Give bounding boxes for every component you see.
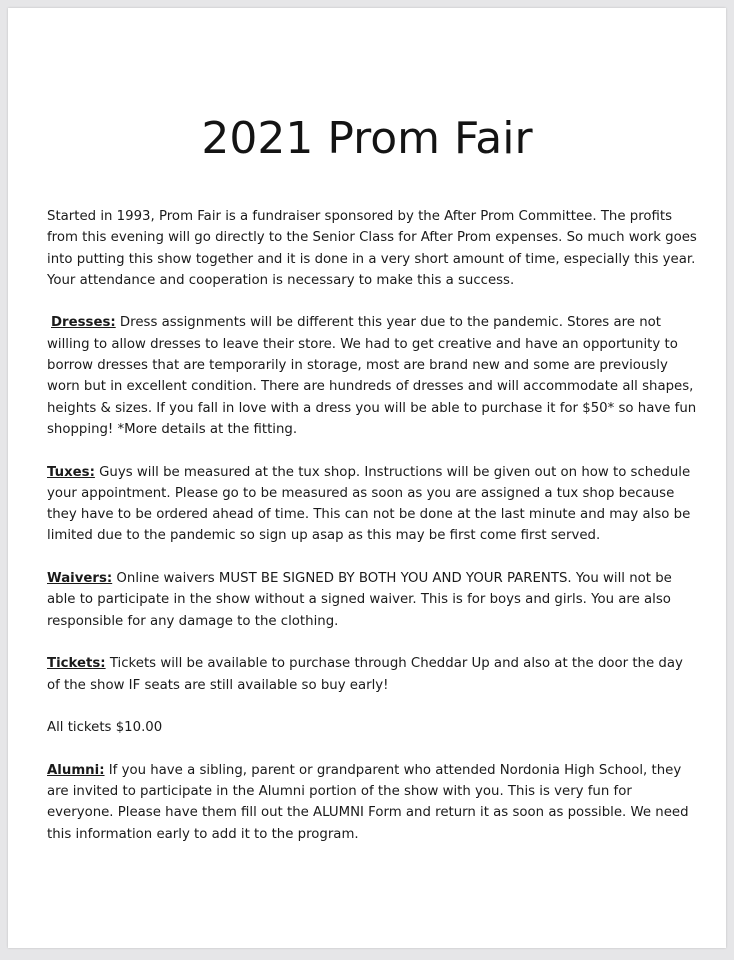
dresses-text: Dress assignments will be different this year due to the pandemic. Stores are not willing to allow dresses to leave their store. We had to get creative and have an opportunity to borrow dresses that are temporarily in storage, most are brand new and some are previously worn but in excellent condition. There are hundreds of dresses and will accommodate all shapes, heights & sizes. If you fall in love with a dress you will be able to purchase it for $50* so have fun shopping! *More details at the fitting. bbox=[47, 315, 697, 437]
intro-paragraph: Started in 1993, Prom Fair is a fundraiser sponsored by the After Prom Committee. The profits from this evening will go directly to the Senior Class for After Prom expenses. So much work goes into putting this show together and it is done in a very short amount of time, especially this year. Your attendance and cooperation is necessary to make this a success. bbox=[47, 209, 697, 288]
waivers-text: Online waivers MUST BE SIGNED BY BOTH YOU AND YOUR PARENTS. You will not be able to participate in the show without a signed waiver. This is for boys and girls. You are also responsible for any damage to the clothing. bbox=[47, 571, 672, 629]
waivers-paragraph bbox=[47, 568, 697, 632]
tuxes-text: Guys will be measured at the tux shop. Instructions will be given out on how to schedule your appointment. Please go to be measured as soon as you are assigned a tux shop because they have to be ordered ahead of time. This can not be done at the last minute and may also be limited due to the pandemic so sign up asap as this may be first come first served. bbox=[47, 464, 691, 544]
tickets-heading: Tickets: bbox=[47, 656, 106, 672]
dresses-heading: Dresses: bbox=[51, 315, 116, 331]
alumni-heading: Alumni: bbox=[47, 762, 105, 778]
document-body bbox=[47, 206, 697, 866]
ticket-price: All tickets $10.00 bbox=[47, 720, 163, 736]
page-title: 2021 Prom Fair bbox=[201, 113, 533, 164]
alumni-paragraph bbox=[47, 760, 697, 845]
dresses-paragraph bbox=[47, 312, 697, 440]
waivers-heading: Waivers: bbox=[47, 571, 113, 587]
alumni-text: If you have a sibling, parent or grandparent who attended Nordonia High School, they are invited to participate in the Alumni portion of the show with you. This is very fun for everyone. Please have them fill out the ALUMNI Form and return it as soon as possible. We need this information early to add it to the program. bbox=[47, 762, 689, 842]
tuxes-paragraph bbox=[47, 462, 697, 547]
tickets-text: Tickets will be available to purchase through Cheddar Up and also at the door the day of the show IF seats are still available so buy early! bbox=[47, 656, 683, 693]
tickets-paragraph bbox=[47, 653, 697, 696]
tuxes-heading: Tuxes: bbox=[47, 464, 95, 480]
